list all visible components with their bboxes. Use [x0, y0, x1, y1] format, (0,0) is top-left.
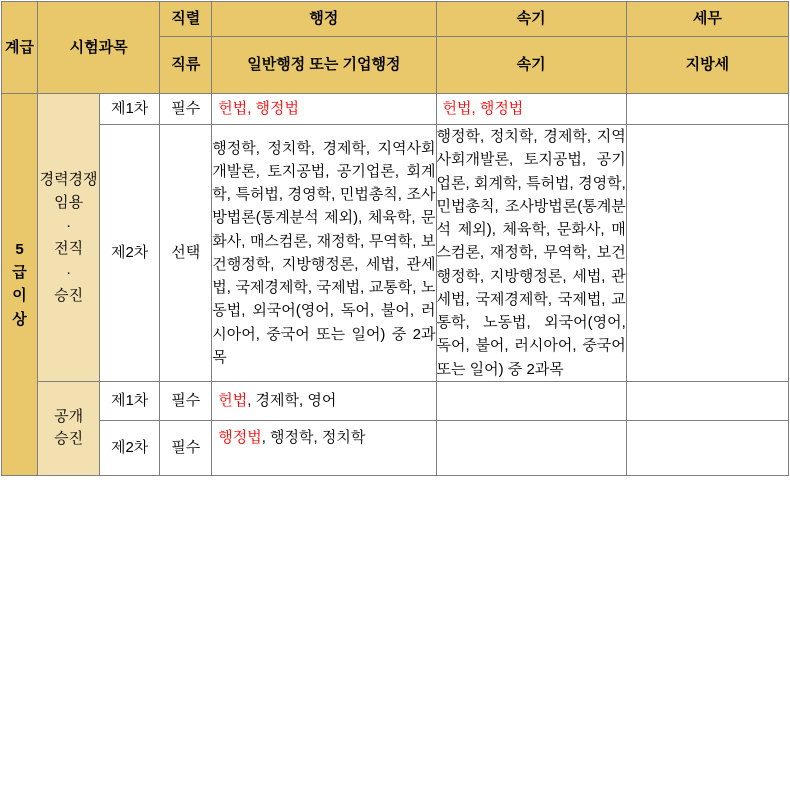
cell-exam-stage-1b: 제1차	[100, 381, 160, 420]
cell-steno-open-required-1	[436, 381, 626, 420]
subject-text-red-4: 행정법	[218, 428, 262, 446]
cell-admin-required-subjects	[212, 94, 436, 125]
cell-steno-elective-subjects: 행정학, 정치학, 경제학, 지역사회개발론, 토지공법, 공기업론, 회계학, 특허법, 경영학, 민법총칙, 조사방법론(통계분석 제외), 체육학, 문화사, 매스컴론, 재정학, 무역학, 보건행정학, 지방행정론, 세법, 관세법, 국제경제학, 국제법, 교통학, 노동법, 외국어(영어, 독어, 불어, 러시아어, 중국어 또는 일어) 중 2과목	[436, 125, 626, 382]
cell-tax-required-subjects-1	[626, 94, 788, 125]
group-open-promotion-label: 공개 승진	[54, 407, 84, 448]
cell-exam-type-required-1: 필수	[160, 94, 212, 125]
header-subseries-steno: 속기	[436, 37, 626, 94]
subject-text-red-1: 헌법, 행정법	[218, 100, 300, 118]
header-series-tax: 세무	[626, 2, 788, 37]
table-row	[2, 420, 789, 475]
cell-group-open-promotion	[38, 381, 100, 475]
cell-steno-required-subjects	[436, 94, 626, 125]
exam-subject-table	[1, 1, 789, 476]
cell-steno-open-required-2	[436, 420, 626, 475]
cell-tax-open-required-1	[626, 381, 788, 420]
cell-exam-stage-2: 제2차	[100, 125, 160, 382]
header-series-steno: 속기	[436, 2, 626, 37]
cell-grade-level: 5 급 이 상	[2, 94, 38, 476]
subject-text-rest-2: , 행정학, 정치학	[261, 428, 366, 446]
cell-exam-type-elective: 선택	[160, 125, 212, 382]
table-row	[2, 125, 789, 382]
cell-tax-elective-subjects	[626, 125, 788, 382]
header-series-admin: 행정	[212, 2, 436, 37]
header-subseries-admin: 일반행정 또는 기업행정	[212, 37, 436, 94]
subject-text-red-3: 헌법	[218, 392, 248, 410]
cell-exam-stage-2b: 제2차	[100, 420, 160, 475]
table-row	[2, 381, 789, 420]
cell-admin-open-required-2	[212, 420, 436, 475]
cell-exam-type-required-2: 필수	[160, 381, 212, 420]
cell-tax-open-required-2	[626, 420, 788, 475]
header-exam-subject: 시험과목	[38, 2, 160, 94]
header-subseries-tax: 지방세	[626, 37, 788, 94]
header-grade: 계급	[2, 2, 38, 94]
cell-exam-stage-1: 제1차	[100, 94, 160, 125]
table-row	[2, 94, 789, 125]
subject-text-red-2: 헌법, 행정법	[442, 100, 524, 118]
cell-admin-elective-subjects: 행정학, 정치학, 경제학, 지역사회개발론, 토지공법, 공기업론, 회계학, 특허법, 경영학, 민법총칙, 조사방법론(통계분석 제외), 체육학, 문화사, 매스컴론, 재정학, 무역학, 보건행정학, 지방행정론, 세법, 관세법, 국제경제학, 국제법, 교통학, 노동법, 외국어(영어, 독어, 불어, 러시아어, 중국어 또는 일어) 중 2과목	[212, 125, 436, 382]
cell-group-career: 경력경쟁임용 · 전직 · 승진	[38, 94, 100, 382]
subject-text-rest-1: , 경제학, 영어	[247, 392, 337, 410]
table-header-row-1	[2, 2, 789, 37]
header-series-label: 직렬	[160, 2, 212, 37]
cell-admin-open-required-1	[212, 381, 436, 420]
cell-exam-type-required-3: 필수	[160, 420, 212, 475]
header-subseries-label: 직류	[160, 37, 212, 94]
